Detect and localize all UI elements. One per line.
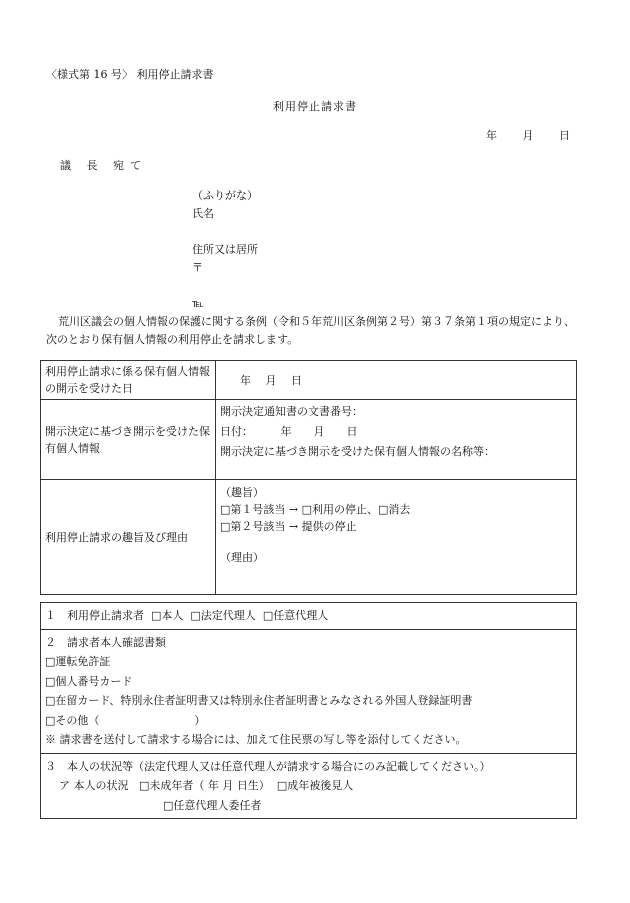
page-title: 利用停止請求書 bbox=[273, 100, 357, 113]
requester-table bbox=[40, 602, 577, 819]
option-my-number-card[interactable]: □個人番号カード bbox=[45, 674, 133, 688]
requester-type-label: １ 利用停止請求者 bbox=[45, 609, 144, 622]
purpose-reason-field[interactable] bbox=[216, 480, 577, 595]
option-delegator[interactable]: □任意代理人委任者 bbox=[163, 798, 262, 812]
notice-date-line: 日付： 年 月 日 bbox=[220, 425, 358, 438]
id-documents-heading: ２ 請求者本人確認書類 bbox=[45, 635, 166, 649]
purpose-reason-label: 利用停止請求の趣旨及び理由 bbox=[41, 480, 216, 595]
notice-number-line: 開示決定通知書の文書番号： bbox=[220, 405, 363, 418]
disclosed-info-field[interactable] bbox=[216, 400, 577, 480]
address-label: 住所又は居所 bbox=[192, 243, 258, 256]
date-line bbox=[464, 127, 570, 143]
intro-paragraph: 荒川区議会の個人情報の保護に関する条例（令和５年荒川区条例第２号）第３７条第１項の規定により、次のとおり保有個人情報の利用停止を請求します。 bbox=[46, 315, 575, 346]
addressee: 議 長 宛て bbox=[60, 159, 147, 172]
option-self[interactable]: □本人 bbox=[151, 609, 184, 622]
furigana-label: （ふりがな） bbox=[192, 189, 258, 202]
person-status-heading: ３ 本人の状況等（法定代理人又は任意代理人が請求する場合にのみ記載してください。） bbox=[45, 759, 491, 773]
name-label: 氏名 bbox=[192, 207, 214, 220]
disclosure-date-label: 利用停止請求に係る保有個人情報の開示を受けた日 bbox=[41, 361, 216, 400]
option-drivers-license[interactable]: □運転免許証 bbox=[45, 655, 111, 668]
id-documents-section bbox=[41, 629, 577, 753]
option-minor[interactable]: □未成年者（ 年 月 日生） bbox=[139, 779, 270, 792]
option-residence-card[interactable]: □在留カード、特別永住者証明書又は特別永住者証明書とみなされる外国人登録証明書 bbox=[45, 694, 473, 707]
person-status-label: ア 本人の状況 bbox=[59, 779, 129, 792]
person-status-section bbox=[41, 753, 577, 819]
applicant-block bbox=[192, 187, 258, 313]
disclosure-date-field[interactable]: 年 月 日 bbox=[216, 361, 577, 400]
reason-heading: （理由） bbox=[220, 551, 264, 564]
requester-type-row bbox=[41, 603, 577, 630]
date-month: 月 bbox=[522, 129, 534, 142]
form-number-line: 〈様式第 16 号〉 利用停止請求書 bbox=[46, 68, 214, 81]
purpose-option-1[interactable]: □第１号該当 → □利用の停止、□消去 bbox=[220, 503, 411, 516]
postal-mark: 〒 bbox=[192, 261, 203, 274]
date-day: 日 bbox=[559, 129, 570, 142]
option-other[interactable]: □その他（ ） bbox=[45, 713, 206, 727]
date-year: 年 bbox=[486, 129, 497, 142]
request-table bbox=[40, 360, 577, 595]
info-name-line: 開示決定に基づき開示を受けた保有個人情報の名称等： bbox=[220, 445, 495, 458]
purpose-heading: （趣旨） bbox=[220, 486, 264, 499]
tel-mark: ℡ bbox=[192, 297, 204, 310]
mailing-note: ※ 請求書を送付して請求する場合には、加えて住民票の写し等を添付してください。 bbox=[45, 733, 467, 746]
option-voluntary-agent[interactable]: □任意代理人 bbox=[262, 609, 329, 622]
purpose-option-2[interactable]: □第２号該当 → 提供の停止 bbox=[220, 520, 357, 533]
option-adult-ward[interactable]: □成年被後見人 bbox=[276, 779, 354, 792]
disclosed-info-label: 開示決定に基づき開示を受けた保有個人情報 bbox=[41, 400, 216, 480]
option-legal-agent[interactable]: □法定代理人 bbox=[190, 609, 256, 622]
